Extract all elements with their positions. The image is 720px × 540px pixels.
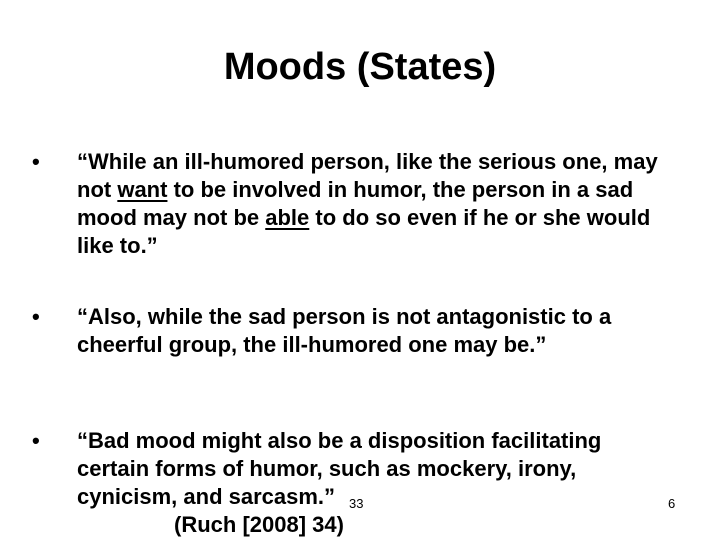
bullet-text-part: to do so even if he or she would like to.”: [77, 205, 651, 258]
bullet-item-2: [32, 303, 672, 359]
bullet-text: [77, 148, 672, 260]
emphasis-want: want: [117, 177, 168, 202]
bullet-text-body: “Bad mood might also be a disposition facilitating certain forms of humor, such as mockery, irony, cynicism, and sarcasm.”: [77, 428, 602, 509]
emphasis-able: able: [265, 205, 310, 230]
bullet-dot: •: [32, 428, 40, 453]
bullet-dot: •: [32, 304, 40, 329]
bullet-text-part: “While an ill-humored person, like the serious one, may not: [77, 149, 658, 202]
bullet-item-1: [32, 148, 672, 260]
bullet-text: [77, 427, 672, 539]
bullet-dot: •: [32, 149, 40, 174]
slide-title: Moods (States): [223, 46, 497, 88]
bullet-text: “Also, while the sad person is not antagonistic to a cheerful group, the ill-humored one may be.”: [77, 304, 612, 357]
slide-number: 6: [668, 496, 676, 511]
bullet-item-3: [32, 427, 672, 539]
bullet-text-part: to be involved in humor, the person in a sad mood may not be: [77, 177, 634, 230]
overlay-page-number: 33: [349, 496, 364, 511]
citation: (Ruch [2008] 34): [174, 512, 344, 537]
